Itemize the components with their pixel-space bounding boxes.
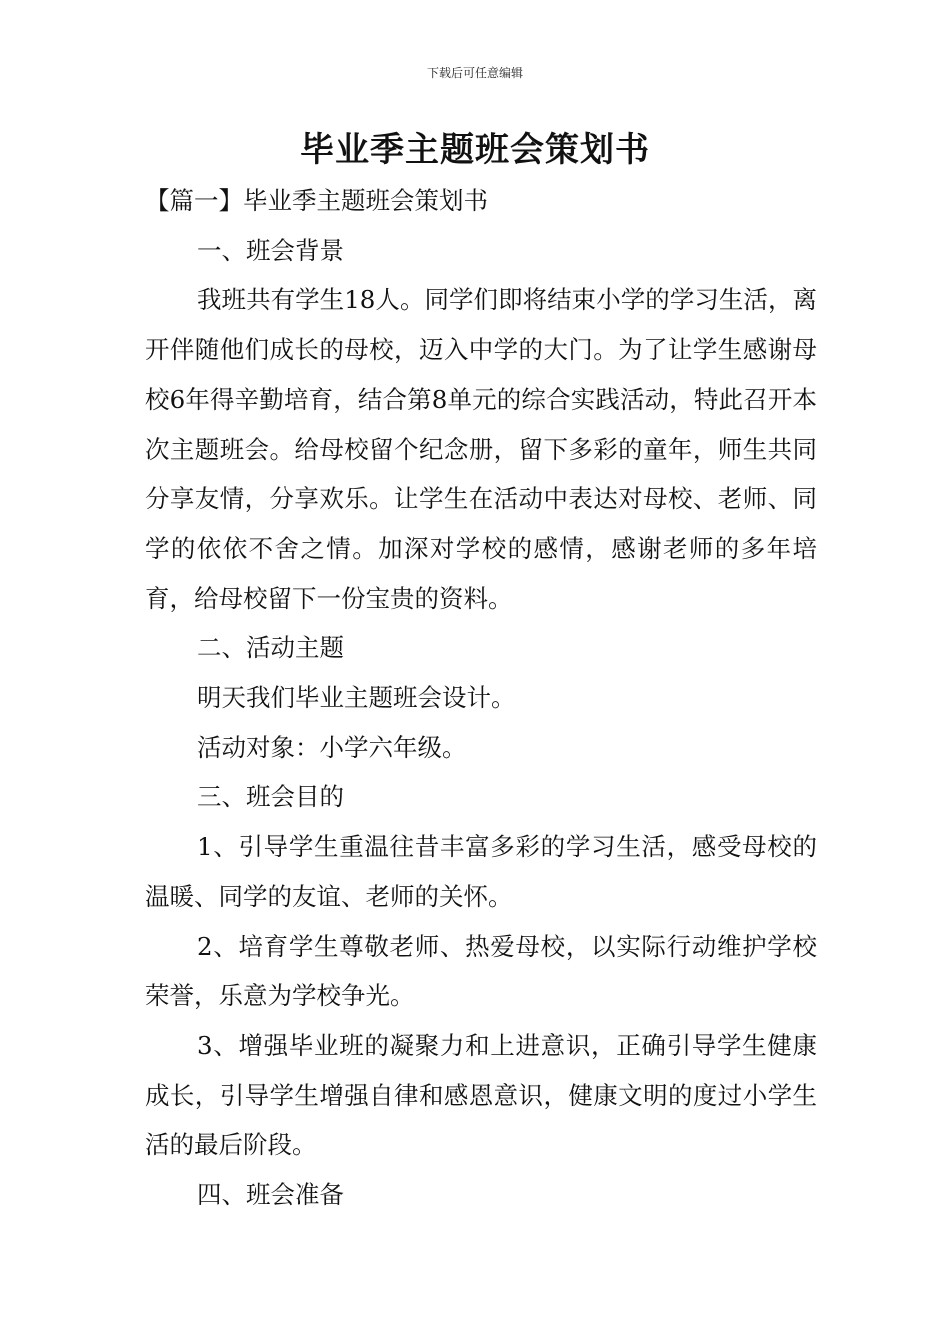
section-heading: 三、班会目的 [197, 782, 344, 812]
body-paragraph: 2、培育学生尊敬老师、热爱母校，以实际行动维护学校荣誉，乐意为学校争光。 [145, 931, 817, 1011]
header-note: 下载后可任意编辑 [426, 66, 523, 80]
document-title: 毕业季主题班会策划书 [300, 130, 650, 170]
section-heading: 一、班会背景 [197, 235, 344, 265]
document-body [145, 176, 817, 1220]
body-paragraph: 活动对象：小学六年级。 [197, 732, 467, 762]
body-paragraph: 我班共有学生18人。同学们即将结束小学的学习生活，离开伴随他们成长的母校，迈入中学的大门。为了让学生感谢母校6年得辛勤培育，结合第8单元的综合实践活动，特此召开本次主题班会。给母校留个纪念册，留下多彩的童年，师生共同分享友情，分享欢乐。让学生在活动中表达对母校、老师、同学的依依不舍之情。加深对学校的感情，感谢老师的多年培育，给母校留下一份宝贵的资料。 [145, 285, 817, 613]
section-heading: 四、班会准备 [197, 1180, 344, 1210]
part-heading: 【篇一】毕业季主题班会策划书 [145, 186, 488, 215]
body-paragraph: 1、引导学生重温往昔丰富多彩的学习生活，感受母校的温暖、同学的友谊、老师的关怀。 [145, 832, 817, 911]
body-paragraph: 3、增强毕业班的凝聚力和上进意识，正确引导学生健康成长，引导学生增强自律和感恩意识，健康文明的度过小学生活的最后阶段。 [145, 1030, 817, 1160]
section-heading: 二、活动主题 [197, 633, 344, 663]
body-paragraph: 明天我们毕业主题班会设计。 [197, 683, 516, 713]
